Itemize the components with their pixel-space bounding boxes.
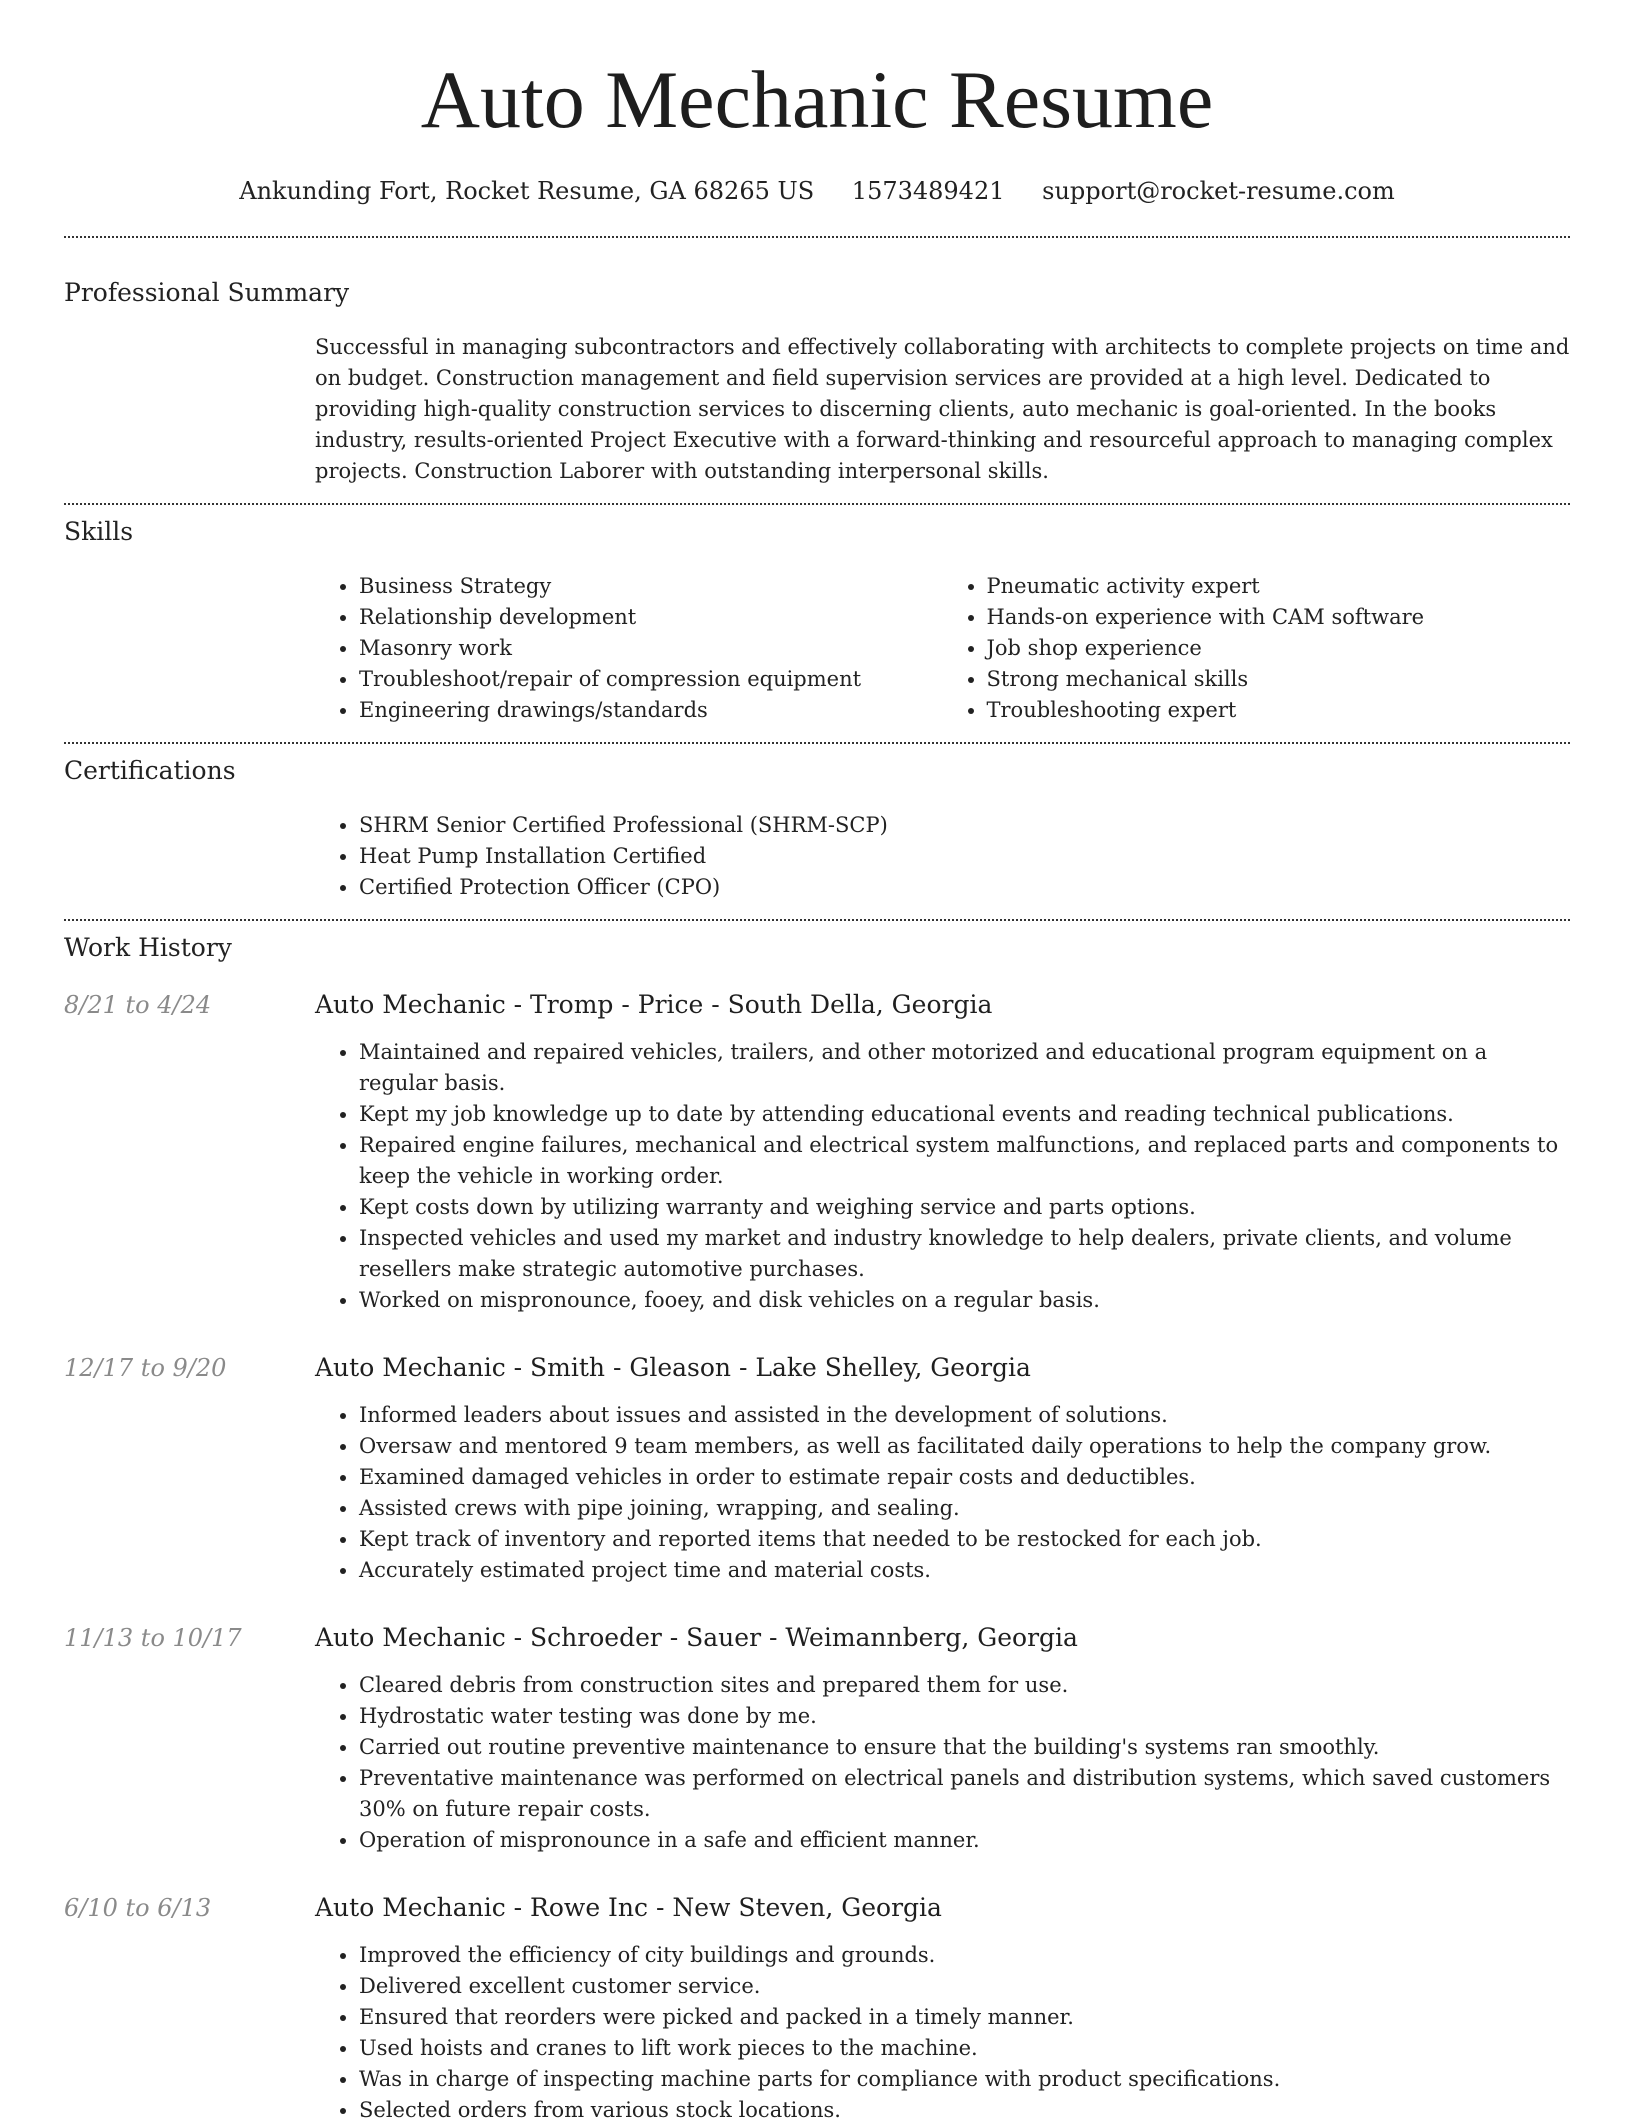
- job-dates: 6/10 to 6/13: [64, 1894, 212, 1922]
- job-entry: [64, 1352, 1570, 1586]
- job-title: Auto Mechanic - Tromp - Price - South Della, Georgia: [315, 990, 993, 1019]
- job-bullet: • Was in charge of inspecting machine parts for compliance with product specifications.: [359, 2064, 1570, 2095]
- section-title-certifications: Certifications: [64, 756, 236, 785]
- section-skills: [64, 517, 1570, 726]
- divider: [64, 236, 1570, 238]
- skill-item: • Job shop experience: [987, 633, 1571, 664]
- job-bullet: • Hydrostatic water testing was done by me.: [359, 1701, 1570, 1732]
- skill-item: • Hands-on experience with CAM software: [987, 602, 1571, 633]
- certification-item: • Heat Pump Installation Certified: [359, 841, 1570, 872]
- job-bullets: [315, 1940, 1570, 2126]
- section-summary: [64, 278, 1570, 487]
- contact-email: support@rocket-resume.com: [1042, 177, 1395, 205]
- skill-item: • Masonry work: [359, 633, 943, 664]
- resume-title: Auto Mechanic Resume: [420, 54, 1214, 145]
- skills-list-right: [943, 571, 1571, 726]
- skills-columns: [315, 571, 1570, 726]
- divider: [64, 919, 1570, 921]
- skills-list-left: [315, 571, 943, 726]
- certifications-list: [315, 810, 1570, 903]
- job-bullet: • Carried out routine preventive maintenance to ensure that the building's systems ran smoothly.: [359, 1732, 1570, 1763]
- job-bullet: • Examined damaged vehicles in order to estimate repair costs and deductibles.: [359, 1462, 1570, 1493]
- job-bullet: • Kept my job knowledge up to date by attending educational events and reading technical publications.: [359, 1099, 1570, 1130]
- job-title: Auto Mechanic - Smith - Gleason - Lake Shelley, Georgia: [315, 1353, 1031, 1382]
- job-bullet: • Repaired engine failures, mechanical and electrical system malfunctions, and replaced parts and components to keep the vehicle in working order.: [359, 1130, 1570, 1192]
- job-bullets: [315, 1670, 1570, 1856]
- summary-text: Successful in managing subcontractors and effectively collaborating with architects to complete projects on time and on budget. Construction management and field supervision services are provided at a high level. Dedicated to providing high-quality construction services to discerning clients, auto mechanic is goal-oriented. In the books industry, results-oriented Project Executive with a forward-thinking and resourceful approach to managing complex projects. Construction Laborer with outstanding interpersonal skills.: [315, 335, 1570, 483]
- skill-item: • Troubleshooting expert: [987, 695, 1571, 726]
- job-dates: 12/17 to 9/20: [64, 1354, 227, 1382]
- job-dates: 11/13 to 10/17: [64, 1624, 242, 1652]
- job-bullet: • Accurately estimated project time and material costs.: [359, 1555, 1570, 1586]
- contact-address: Ankunding Fort, Rocket Resume, GA 68265 US: [239, 177, 815, 205]
- certification-item: • SHRM Senior Certified Professional (SHRM-SCP): [359, 810, 1570, 841]
- divider: [64, 503, 1570, 505]
- certifications-content: [315, 810, 1570, 903]
- skill-item: • Relationship development: [359, 602, 943, 633]
- job-bullet: • Kept costs down by utilizing warranty and weighing service and parts options.: [359, 1192, 1570, 1223]
- job-title: Auto Mechanic - Rowe Inc - New Steven, Georgia: [315, 1893, 942, 1922]
- job-bullet: • Assisted crews with pipe joining, wrapping, and sealing.: [359, 1493, 1570, 1524]
- section-work-history: [64, 933, 1570, 2126]
- section-title-skills: Skills: [64, 517, 134, 546]
- job-bullet: • Improved the efficiency of city buildings and grounds.: [359, 1940, 1570, 1971]
- job-entry: [64, 989, 1570, 1316]
- summary-content: [315, 332, 1570, 487]
- job-bullet: • Preventative maintenance was performed on electrical panels and distribution systems, which saved customers 30% on future repair costs.: [359, 1763, 1570, 1825]
- job-title: Auto Mechanic - Schroeder - Sauer - Weimannberg, Georgia: [315, 1623, 1078, 1652]
- contact-line: [64, 176, 1570, 206]
- skill-item: • Troubleshoot/repair of compression equipment: [359, 664, 943, 695]
- job-bullets: [315, 1400, 1570, 1586]
- job-bullet: • Kept track of inventory and reported items that needed to be restocked for each job.: [359, 1524, 1570, 1555]
- job-entry: [64, 1892, 1570, 2126]
- job-bullet: • Ensured that reorders were picked and packed in a timely manner.: [359, 2002, 1570, 2033]
- job-bullet: • Worked on mispronounce, fooey, and disk vehicles on a regular basis.: [359, 1285, 1570, 1316]
- job-bullets: [315, 1037, 1570, 1316]
- job-bullet: • Used hoists and cranes to lift work pieces to the machine.: [359, 2033, 1570, 2064]
- certification-item: • Certified Protection Officer (CPO): [359, 872, 1570, 903]
- skill-item: • Business Strategy: [359, 571, 943, 602]
- job-bullet: • Maintained and repaired vehicles, trailers, and other motorized and educational program equipment on a regular basis.: [359, 1037, 1570, 1099]
- skill-item: • Strong mechanical skills: [987, 664, 1571, 695]
- job-entry: [64, 1622, 1570, 1856]
- section-title-work: Work History: [64, 933, 232, 962]
- job-bullet: • Oversaw and mentored 9 team members, as well as facilitated daily operations to help the company grow.: [359, 1431, 1570, 1462]
- job-bullet: • Cleared debris from construction sites and prepared them for use.: [359, 1670, 1570, 1701]
- job-dates: 8/21 to 4/24: [64, 991, 212, 1019]
- divider: [64, 742, 1570, 744]
- section-title-summary: Professional Summary: [64, 278, 350, 307]
- section-certifications: [64, 756, 1570, 903]
- skill-item: • Engineering drawings/standards: [359, 695, 943, 726]
- job-bullet: • Selected orders from various stock locations.: [359, 2095, 1570, 2126]
- skill-item: • Pneumatic activity expert: [987, 571, 1571, 602]
- resume-page: [64, 0, 1570, 2126]
- job-bullet: • Operation of mispronounce in a safe and efficient manner.: [359, 1825, 1570, 1856]
- job-bullet: • Delivered excellent customer service.: [359, 1971, 1570, 2002]
- job-bullet: • Inspected vehicles and used my market and industry knowledge to help dealers, private clients, and volume resellers make strategic automotive purchases.: [359, 1223, 1570, 1285]
- job-bullet: • Informed leaders about issues and assisted in the development of solutions.: [359, 1400, 1570, 1431]
- contact-phone: 1573489421: [851, 177, 1005, 205]
